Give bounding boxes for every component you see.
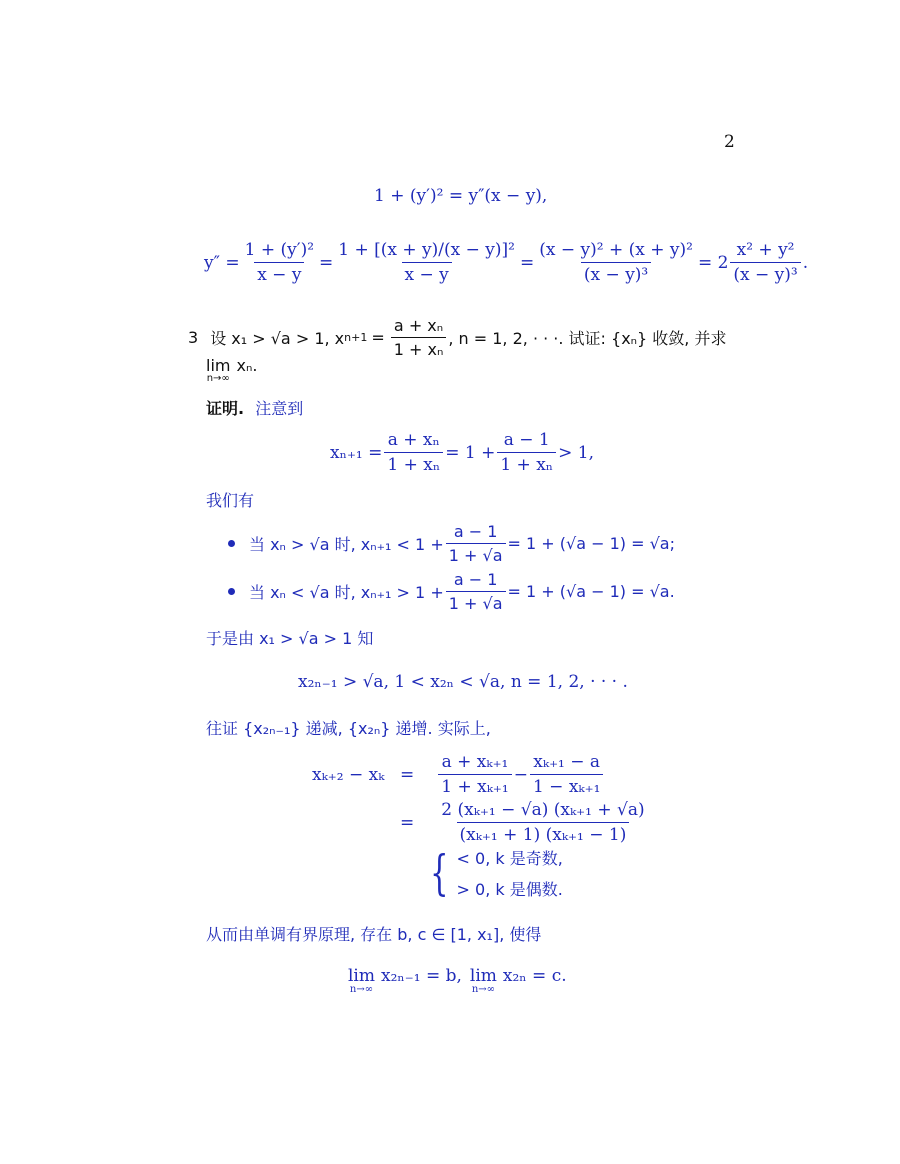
fraction	[536, 240, 696, 285]
fraction	[730, 240, 800, 285]
denominator: 1 − xₖ₊₁	[530, 774, 603, 797]
left-brace: {	[430, 845, 449, 901]
bullet-item	[228, 570, 675, 613]
page-number: 2	[724, 132, 735, 152]
case-odd: < 0, k 是奇数,	[456, 849, 563, 868]
problem-text: 设 x₁ > √a > 1, x	[210, 329, 345, 348]
denominator: 1 + √a	[446, 591, 506, 613]
equation-difference-row2	[400, 800, 650, 845]
fraction	[446, 522, 506, 565]
denominator: 1 + xₙ	[497, 452, 556, 475]
problem-number: 3	[188, 328, 199, 347]
denominator: 1 + xₖ₊₁	[438, 774, 511, 797]
lim-expression: xₙ.	[236, 356, 258, 375]
eq-middle: = 1 +	[445, 442, 496, 463]
bullet-dot	[228, 588, 235, 595]
numerator: a − 1	[453, 522, 498, 541]
equation-bounds: x₂ₙ₋₁ > √a, 1 < x₂ₙ < √a, n = 1, 2, · · · .	[298, 672, 628, 692]
fraction	[446, 570, 506, 613]
equation-ode: 1 + (y′)² = y″(x − y),	[374, 186, 548, 206]
limit-expression: x₂ₙ₋₁ = b,	[381, 966, 462, 986]
denominator: 1 + √a	[446, 543, 506, 565]
fraction	[391, 316, 447, 359]
bullet-text: 当 xₙ > √a 时, xₙ₊₁ < 1 +	[249, 535, 444, 554]
equation-limits	[348, 966, 567, 995]
numerator: 2 (xₖ₊₁ − √a) (xₖ₊₁ + √a)	[441, 800, 645, 820]
subscript: n+1	[344, 331, 368, 344]
denominator: (x − y)³	[730, 262, 800, 285]
lim-subscript: n→∞	[349, 984, 374, 995]
problem-text: , n = 1, 2, · · ·. 试证: {xₙ} 收敛, 并求	[448, 329, 727, 348]
equals-sign: =	[519, 252, 535, 273]
lim-operator: lim	[469, 966, 497, 986]
denominator: x − y	[402, 262, 452, 285]
fraction	[384, 430, 443, 475]
eq-lhs: xₙ₊₁ =	[330, 442, 383, 463]
proof-heading	[206, 396, 303, 419]
denominator: (x − y)³	[581, 262, 651, 285]
equation-second-derivative	[204, 240, 808, 285]
claim-line: 往证 {x₂ₙ₋₁} 递减, {x₂ₙ} 递增. 实际上,	[206, 719, 491, 738]
proof-label: 证明.	[206, 399, 245, 418]
bullet-item	[228, 522, 675, 565]
fraction	[438, 800, 647, 845]
numerator: a + xₙ	[393, 316, 444, 335]
eq-lhs: y″ =	[204, 252, 240, 273]
bullet-text: 当 xₙ < √a 时, xₙ₊₁ > 1 +	[249, 583, 444, 602]
bullet-dot	[228, 540, 235, 547]
numerator: xₖ₊₁ − a	[533, 752, 601, 772]
numerator: a + xₙ	[387, 430, 440, 450]
proof-intro: 注意到	[255, 399, 304, 418]
case-even: > 0, k 是偶数.	[456, 880, 563, 899]
equals-sign: =	[319, 252, 334, 273]
equals-sign: =	[371, 328, 385, 347]
limit-expression: x₂ₙ = c.	[502, 966, 567, 986]
cases-block	[424, 846, 563, 900]
fraction	[335, 240, 518, 285]
lim-subscript: n→∞	[471, 984, 495, 995]
eq-end: > 1,	[558, 442, 595, 463]
equation-recurrence	[330, 430, 594, 475]
fraction	[497, 430, 556, 475]
denominator: 1 + xₙ	[384, 452, 443, 475]
problem-3-limit	[206, 356, 257, 384]
lim-operator: lim	[206, 356, 231, 375]
equals-sign: =	[400, 812, 415, 833]
minus-sign: −	[513, 764, 528, 785]
equals-sign: = 2	[697, 252, 729, 273]
period: .	[802, 252, 809, 273]
eq-lhs: xₖ₊₂ − xₖ	[312, 764, 385, 785]
numerator: a − 1	[503, 430, 550, 450]
fraction	[438, 752, 511, 797]
lim-subscript: n→∞	[206, 373, 230, 384]
thus-line: 于是由 x₁ > √a > 1 知	[206, 629, 374, 648]
we-have-line: 我们有	[206, 491, 255, 510]
fraction	[530, 752, 603, 797]
numerator: 1 + (y′)²	[244, 240, 315, 260]
equation-difference-row1	[312, 752, 605, 797]
fraction	[242, 240, 317, 285]
numerator: a + xₖ₊₁	[441, 752, 509, 772]
lim-operator: lim	[348, 966, 375, 986]
bullet-text: = 1 + (√a − 1) = √a;	[507, 534, 675, 553]
numerator: x² + y²	[736, 240, 795, 260]
numerator: (x − y)² + (x + y)²	[539, 240, 693, 260]
numerator: a − 1	[453, 570, 498, 589]
problem-3-statement	[188, 316, 726, 359]
equals-sign: =	[400, 764, 415, 785]
denominator: 1 + xₙ	[391, 337, 447, 359]
denominator: (xₖ₊₁ + 1) (xₖ₊₁ − 1)	[457, 822, 630, 845]
monotone-line: 从而由单调有界原理, 存在 b, c ∈ [1, x₁], 使得	[206, 925, 542, 944]
numerator: 1 + [(x + y)/(x − y)]²	[338, 240, 515, 260]
denominator: x − y	[254, 262, 304, 285]
bullet-text: = 1 + (√a − 1) = √a.	[507, 582, 675, 601]
